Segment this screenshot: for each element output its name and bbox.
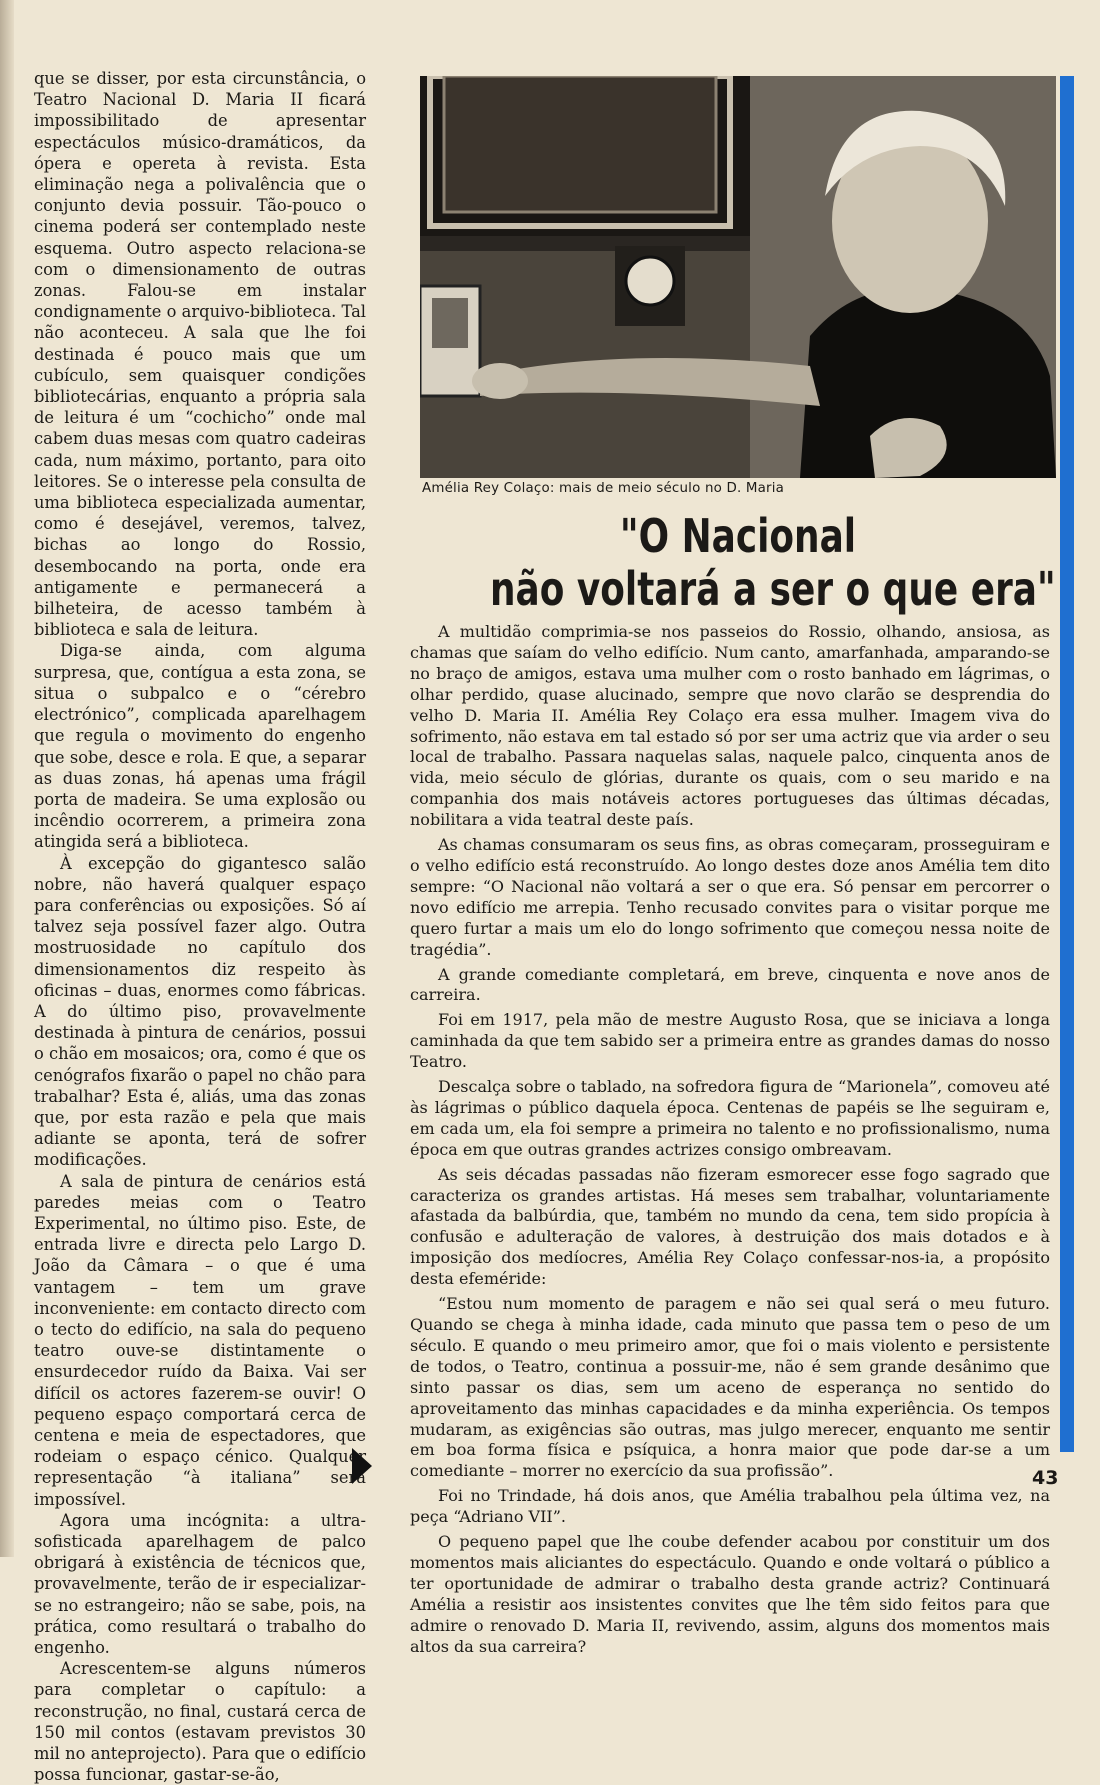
page-edge-shadow xyxy=(0,0,14,1557)
article-paragraph-9: O pequeno papel que lhe coube defender acabou por constituir um dos momentos mais aliciantes do espectáculo. Quando e onde voltará o público a ter oportunidade de admirar o trabalho desta grande actriz? Continuará Amélia a resistir aos insistentes convites que lhe têm sido feitos para que admire o renovado D. Maria II, revivendo, assim, alguns dos momentos mais altos da sua carreira? xyxy=(410,1532,1050,1656)
headline-line-2: não voltará a ser o que era" xyxy=(489,562,1056,616)
article-paragraph-5: Descalça sobre o tablado, na sofredora figura de “Marionela”, comoveu até às lágrimas o público daquela época. Centenas de papéis se lhe seguiram e, em cada um, ela foi sempre a primeira no talento e no profissionalismo, numa época em que outras grandes actrizes consigo ombreavam. xyxy=(410,1077,1050,1159)
left-paragraph-3: À excepção do gigantesco salão nobre, não haverá qualquer espaço para conferências ou exposições. Só aí talvez seja possível fazer algo. Outra mostruosidade no capítulo dos dimensionamentos diz respeito às oficinas – duas, enormes como fábricas. A do último piso, provavelmente destinada à pintura de cenários, possui o chão em mosaicos; ora, como é que os cenógrafos fixarão o papel no chão para trabalhar? Esta é, aliás, uma das zonas que, por esta razão e pela que mais adiante se aponta, terá de sofrer modificações. xyxy=(34,853,366,1170)
page-number: 43 xyxy=(1032,1467,1059,1489)
headline-line-1: "O Nacional xyxy=(619,509,857,563)
left-paragraph-2: Diga-se ainda, com alguma surpresa, que, contígua a esta zona, se situa o subpalco e o “cérebro electrónico”, complicada aparelhagem que regula o movimento do engenho que sobe, desce e rola. E que, a separar as duas zonas, há apenas uma frágil porta de madeira. Se uma explosão ou incêndio ocorrerem, a primeira zona atingida será a biblioteca. xyxy=(34,641,366,852)
article-paragraph-7: “Estou num momento de paragem e não sei qual será o meu futuro. Quando se chega à minha idade, cada minuto que passa tem o peso de um século. E quando o meu primeiro amor, que foi o mais violento e persistente de todos, o Teatro, continua a possuir-me, não é sem grande desânimo que sinto passar os dias, sem um aceno de esperança no sentido do aproveitamento das minhas capacidades e da minha experiência. Os tempos mudaram, as exigências são outras, mas julgo merecer, enquanto me sentir em boa forma física e psíquica, a honra maior que pode dar-se a um comediante – morrer no exercício da sua profissão”. xyxy=(410,1294,1050,1481)
left-paragraph-1: que se disser, por esta circunstância, o Teatro Nacional D. Maria II ficará impossibilitado de apresentar espectáculos músico-dramáticos, da ópera e opereta à revista. Esta eliminação nega a polivalência que o conjunto devia possuir. Tão-pouco o cinema poderá ser contemplado neste esquema. Outro aspecto relaciona-se com o dimensionamento de outras zonas. Falou-se em instalar condignamente o arquivo-biblioteca. Tal não aconteceu. A sala que lhe foi destinada é pouco mais que um cubículo, sem quaisquer condições bibliotecárias, enquanto a própria sala de leitura é um “cochicho” onde mal cabem duas mesas com quatro cadeiras cada, num máximo, portanto, para oito leitores. Se o interesse pela consulta de uma biblioteca especializada aumentar, como é desejável, veremos, talvez, bichas ao longo do Rossio, desembocando na porta, onde era antigamente e permanecerá a bilheteira, de acesso também à biblioteca e sala de leitura. xyxy=(34,69,366,640)
article-paragraph-2: As chamas consumaram os seus fins, as obras começaram, prosseguiram e o velho edifício está reconstruído. Ao longo destes doze anos Amélia tem dito sempre: “O Nacional não voltará a ser o que era. Só pensar em percorrer o novo edifício me arrepia. Tenho recusado convites para o visitar porque me quero furtar a mais um elo do longo sofrimento que começou nessa noite de tragédia”. xyxy=(410,835,1050,959)
article-paragraph-6: As seis décadas passadas não fizeram esmorecer esse fogo sagrado que caracteriza os grandes artistas. Há meses sem trabalhar, voluntariamente afastada da balbúrdia, que, também no mundo da cena, tem sido propícia à confusão e adulteração de valores, à destruição dos mais dotados e à imposição dos medíocres, Amélia Rey Colaço confessar-nos-ia, a propósito desta efeméride: xyxy=(410,1164,1050,1289)
photo-caption: Amélia Rey Colaço: mais de meio século no D. Maria xyxy=(422,481,785,496)
accent-bar xyxy=(1060,76,1074,1452)
left-paragraph-5: Agora uma incógnita: a ultra-sofisticada aparelhagem de palco obrigará à existência de técnicos que, provavelmente, terão de ir especializar-se no estrangeiro; não se sabe, pois, na prática, como resultará o trabalho do engenho. xyxy=(34,1510,366,1658)
left-paragraph-6: Acrescentem-se alguns números para completar o capítulo: a reconstrução, no final, custará cerca de 150 mil contos (estavam previstos 30 mil no anteprojecto). Para que o edifício possa funcionar, gastar-se-ão, xyxy=(34,1659,366,1785)
article-paragraph-1: A multidão comprimia-se nos passeios do Rossio, olhando, ansiosa, as chamas que saíam do velho edifício. Num canto, amarfanhada, amparando-se no braço de amigos, estava uma mulher com o rosto banhado em lágrimas, o olhar perdido, quase alucinado, sempre que novo clarão se desprendia do velho D. Maria II. Amélia Rey Colaço era essa mulher. Imagem viva do sofrimento, não estava em tal estado só por ser uma actriz que via arder o seu local de trabalho. Passara naquelas salas, naquele palco, cinquenta anos de vida, meio século de glórias, durante os quais, com o seu marido e na companhia dos mais notáveis actores portugueses das últimas décadas, nobilitara a vida teatral deste país. xyxy=(410,622,1050,830)
left-text-column xyxy=(34,68,366,1785)
article-paragraph-4: Foi em 1917, pela mão de mestre Augusto Rosa, que se iniciava a longa caminhada da que tem sabido ser a primeira entre as grandes damas do nosso Teatro. xyxy=(410,1010,1050,1072)
article-headline xyxy=(489,509,1056,616)
portrait-illustration xyxy=(420,76,1056,478)
left-paragraph-4: A sala de pintura de cenários está paredes meias com o Teatro Experimental, no último piso. Este, de entrada livre e directa pelo Largo D. João da Câmara – o que é uma vantagem – tem um grave inconveniente: em contacto directo com o tecto do edifício, na sala do pequeno teatro ouve-se distintamente o ensurdecedor ruído da Baixa. Vai ser difícil os actores fazerem-se ouvir! O pequeno espaço comportará cerca de centena e meia de espectadores, que rodeiam o espaço cénico. Qualquer representação “à italiana” será impossível. xyxy=(34,1171,366,1509)
article-body xyxy=(410,622,1050,1662)
article-paragraph-8: Foi no Trindade, há dois anos, que Amélia trabalhou pela última vez, na peça “Adriano VII”. xyxy=(410,1486,1050,1527)
portrait-photo xyxy=(420,76,1056,478)
article-paragraph-3: A grande comediante completará, em breve, cinquenta e nove anos de carreira. xyxy=(410,964,1050,1005)
continue-arrow-icon xyxy=(352,1448,372,1484)
